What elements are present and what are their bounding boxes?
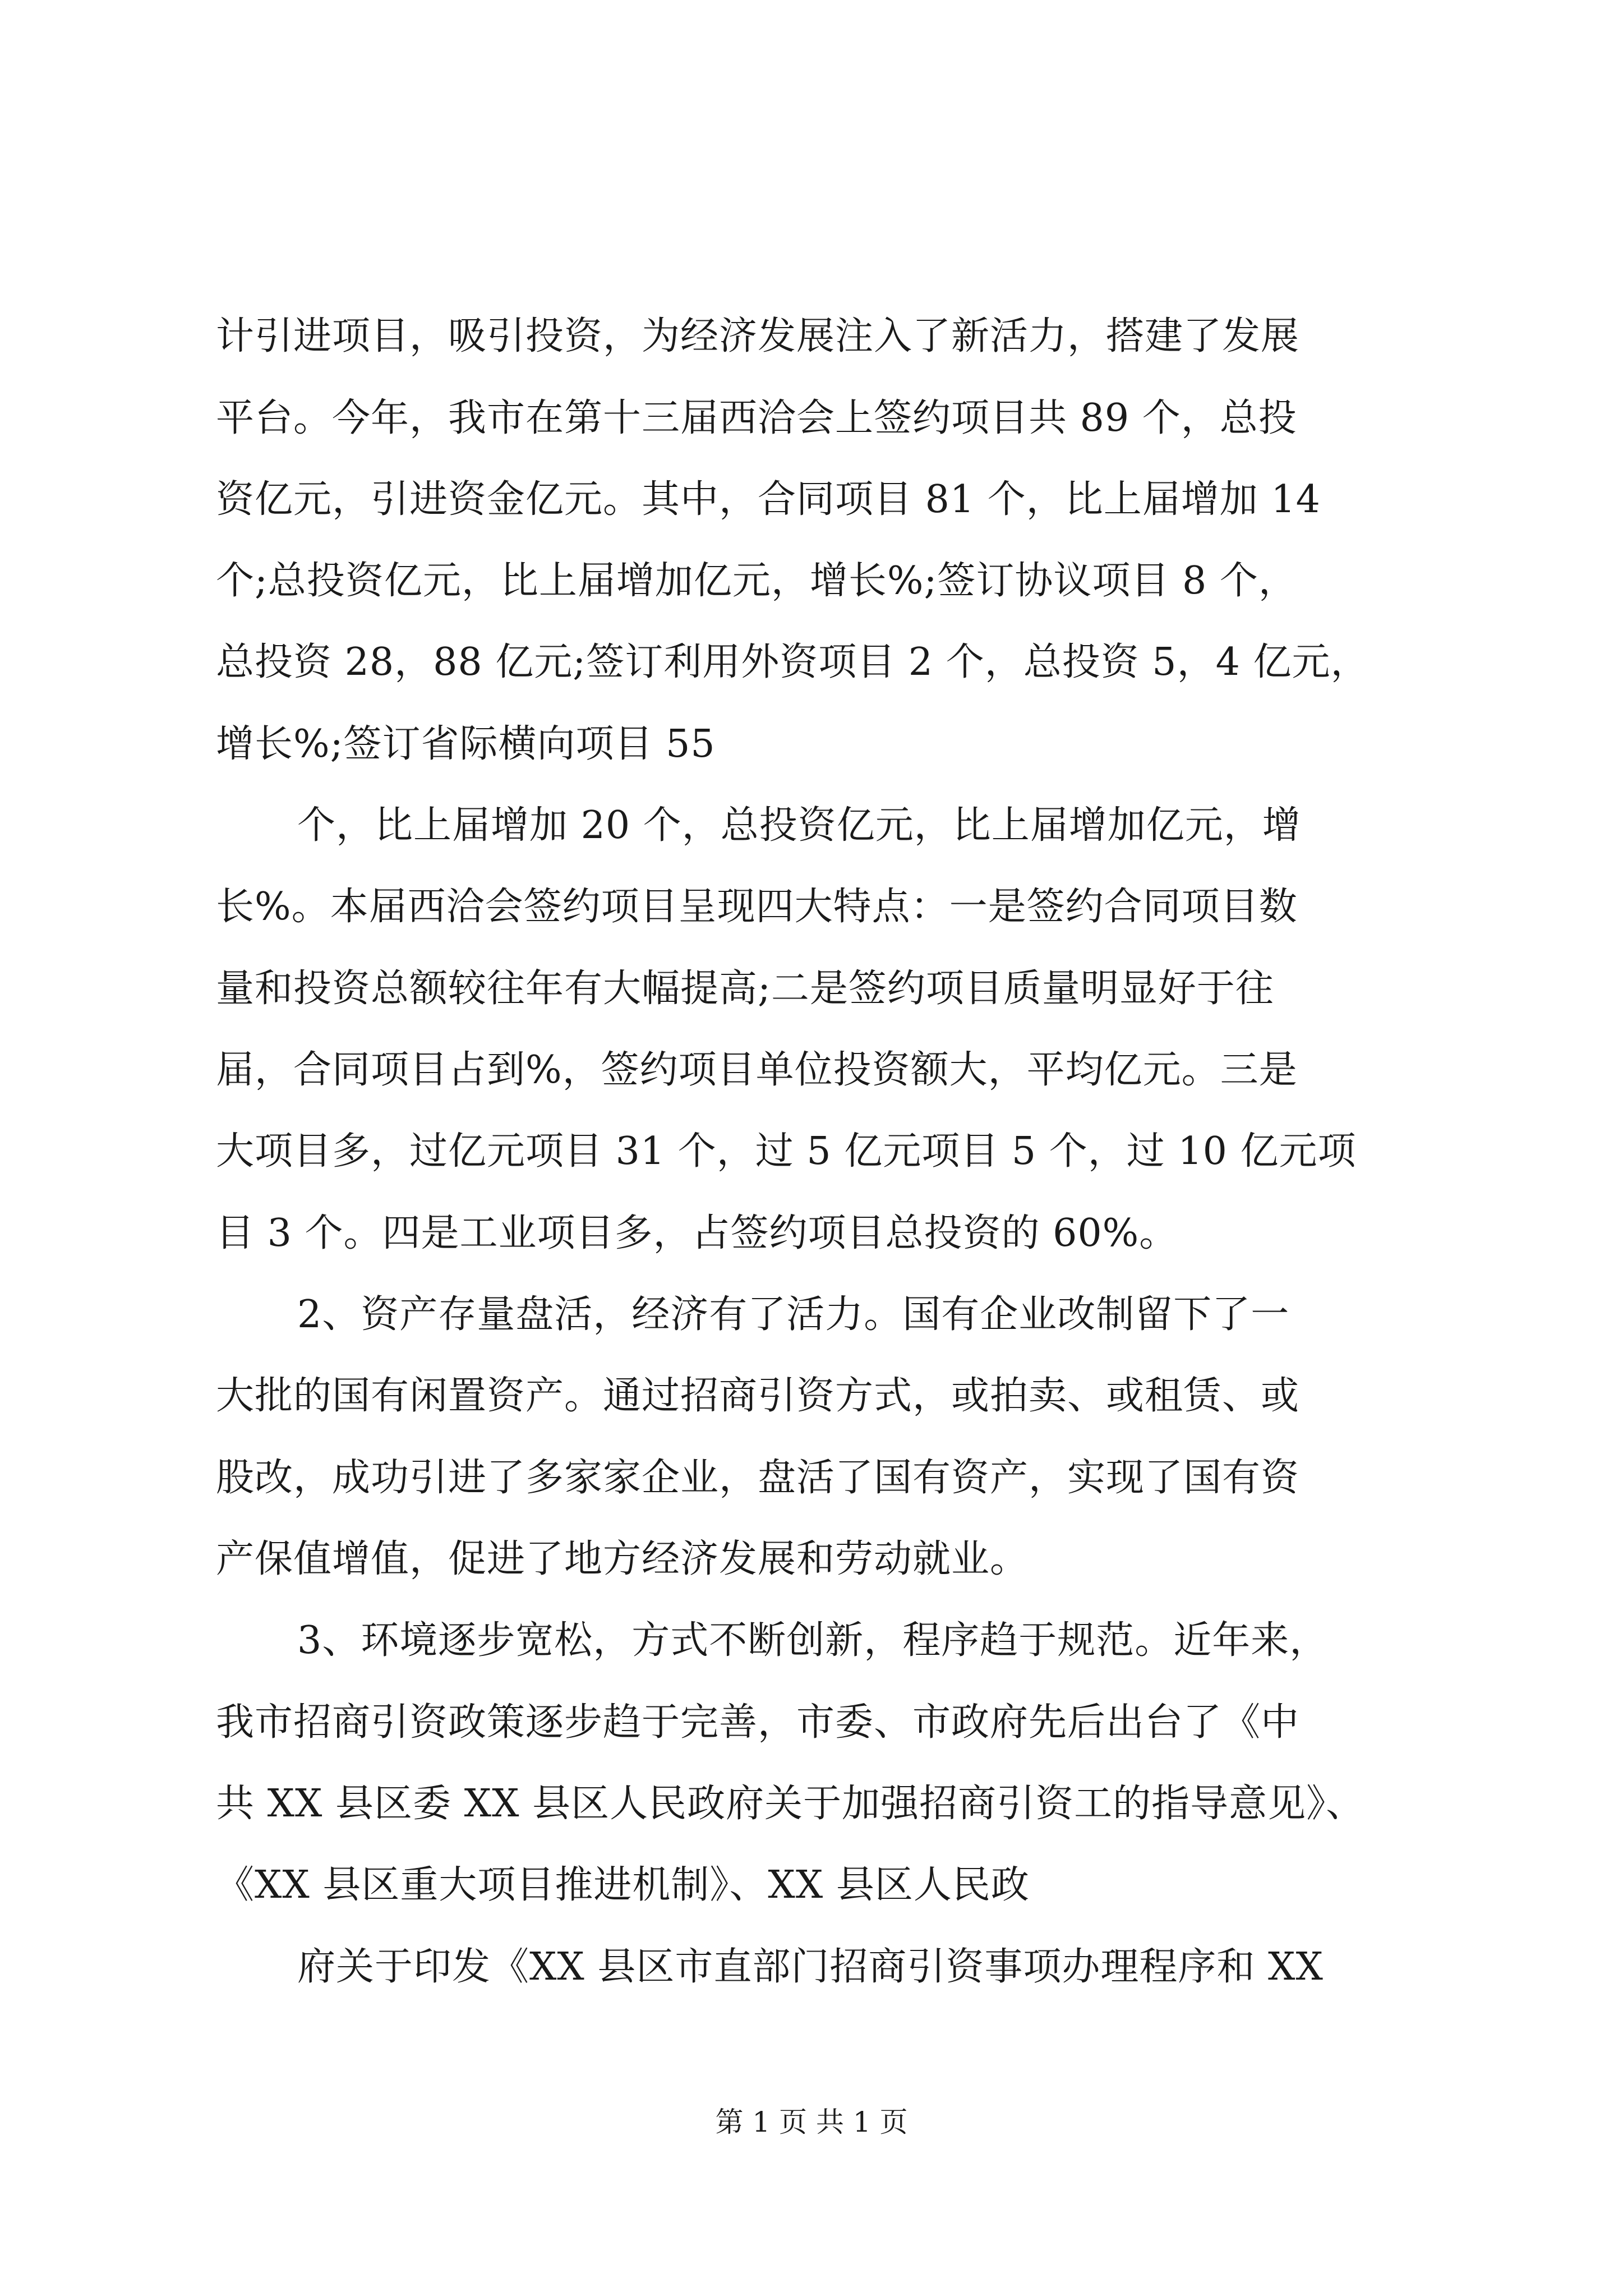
text-line: 增长%;签订省际横向项目 55	[216, 722, 716, 766]
text-line: 量和投资总额较往年有大幅提高;二是签约项目质量明显好于往	[216, 967, 1274, 1011]
paragraph-3-start: 3、环境逐步宽松，方式不断创新，程序趋于规范。近年来，	[297, 1618, 1329, 1663]
text-line: 资亿元，引进资金亿元。其中，合同项目 81 个，比上届增加 14	[216, 477, 1321, 522]
page-number-footer: 第 1 页 共 1 页	[715, 2106, 908, 2138]
text-line: 平台。今年，我市在第十三届西洽会上签约项目共 89 个，总投	[216, 396, 1297, 440]
text-line: 共 XX 县区委 XX 县区人民政府关于加强招商引资工的指导意见》、	[216, 1782, 1365, 1826]
text-line: 目 3 个。四是工业项目多，占签约项目总投资的 60%。	[216, 1211, 1178, 1255]
text-line: 我市招商引资政策逐步趋于完善，市委、市政府先后出台了《中	[216, 1700, 1300, 1745]
text-line: 总投资 28，88 亿元;签订利用外资项目 2 个，总投资 5，4 亿元，	[216, 640, 1370, 684]
text-line: 个;总投资亿元，比上届增加亿元，增长%;签订协议项目 8 个，	[216, 559, 1297, 603]
text-line: 大项目多，过亿元项目 31 个，过 5 亿元项目 5 个，过 10 亿元项	[216, 1129, 1357, 1174]
text-line: 计引进项目，吸引投资，为经济发展注入了新活力，搭建了发展	[216, 314, 1300, 358]
text-line: 长%。本届西洽会签约项目呈现四大特点：一是签约合同项目数	[216, 885, 1298, 929]
text-line: 大批的国有闲置资产。通过招商引资方式，或拍卖、或租赁、或	[216, 1374, 1300, 1418]
paragraph-2-start: 2、资产存量盘活，经济有了活力。国有企业改制留下了一	[297, 1292, 1290, 1337]
text-line: 产保值增值，促进了地方经济发展和劳动就业。	[216, 1537, 1029, 1581]
text-line: 届，合同项目占到%，签约项目单位投资额大，平均亿元。三是	[216, 1048, 1298, 1092]
text-line: 个，比上届增加 20 个，总投资亿元，比上届增加亿元，增	[297, 803, 1301, 848]
text-line: 《XX 县区重大项目推进机制》、XX 县区人民政	[216, 1863, 1030, 1907]
text-line: 股改，成功引进了多家家企业，盘活了国有资产，实现了国有资	[216, 1456, 1300, 1500]
text-line: 府关于印发《XX 县区市直部门招商引资事项办理程序和 XX	[297, 1945, 1324, 1989]
